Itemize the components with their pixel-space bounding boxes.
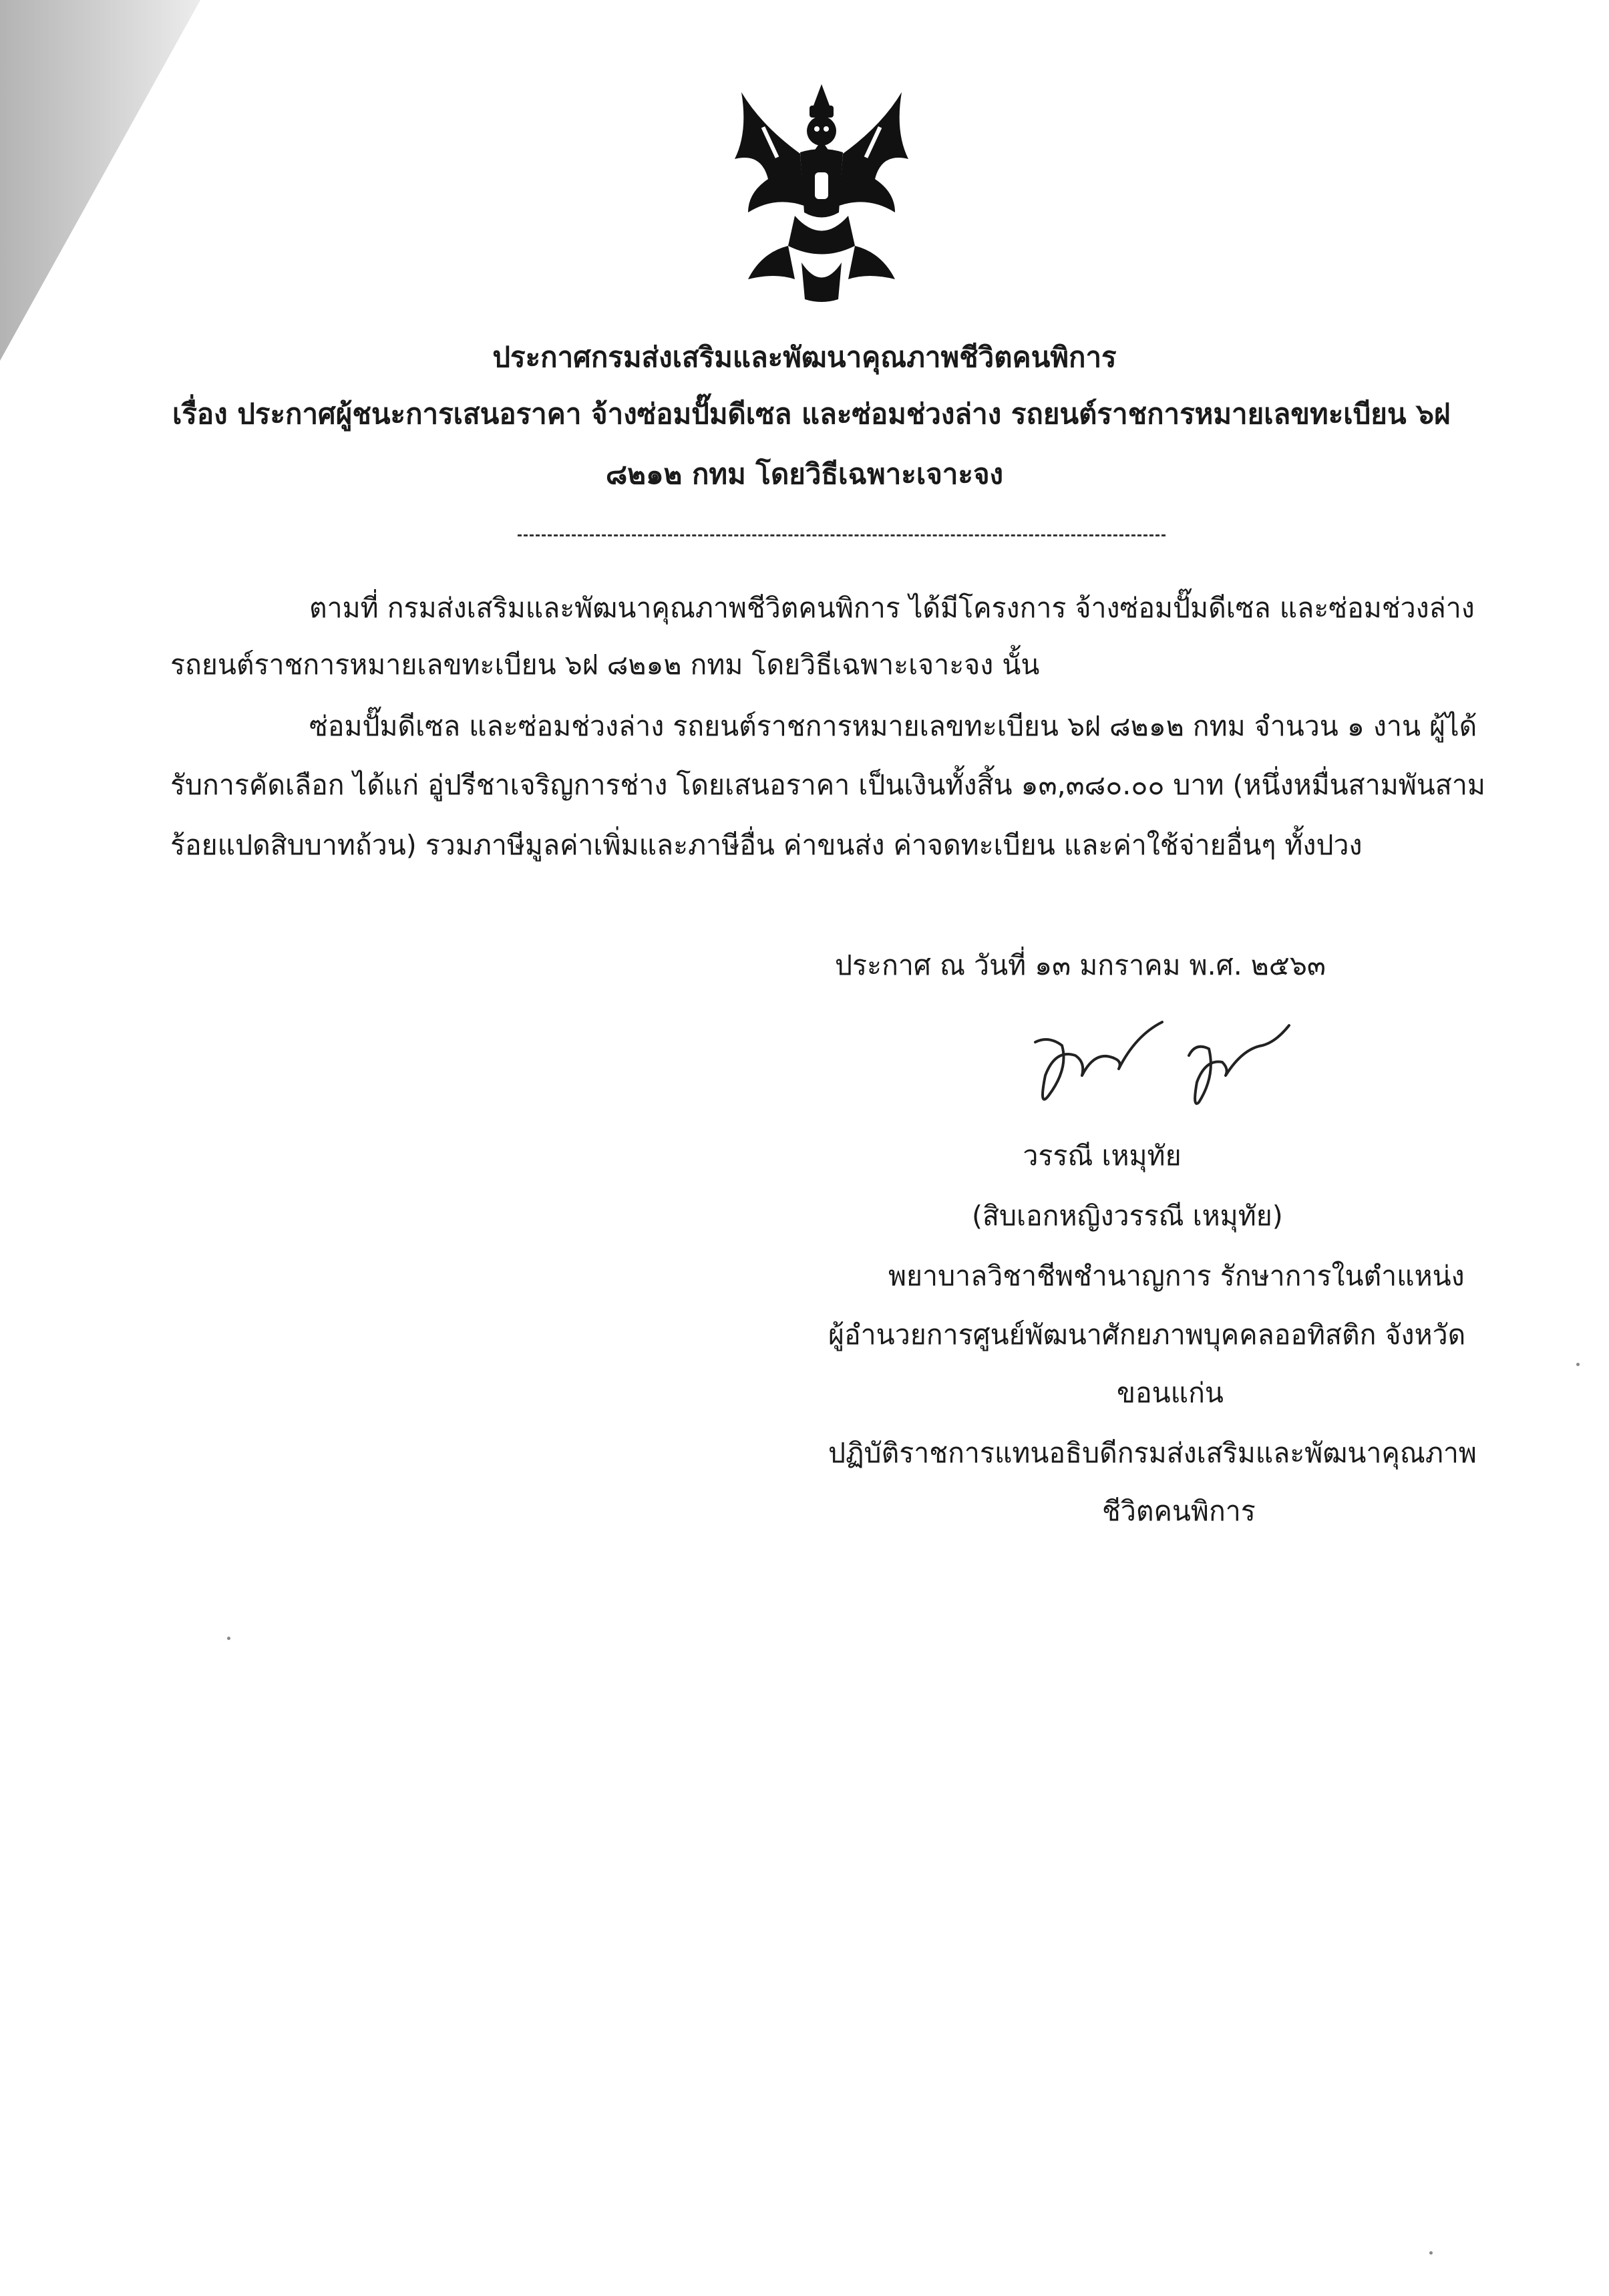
garuda-emblem-icon [721, 79, 922, 306]
scan-speck [227, 1637, 230, 1640]
paragraph-1-line-1: ตามที่ กรมส่งเสริมและพัฒนาคุณภาพชีวิตคนพิการ ได้มีโครงการ จ้างซ่อมปั๊มดีเซล และซ่อมช่วงล่าง [309, 592, 1475, 624]
subject-line-2: ๘๒๑๒ กทม โดยวิธีเฉพาะเจาะจง [605, 458, 1004, 490]
title-divider [518, 534, 1166, 536]
handwritten-signature [1022, 995, 1302, 1122]
signatory-position-2-line-2: ขอนแก่น [1117, 1377, 1224, 1409]
signatory-name: วรรณี เหมุทัย [1023, 1140, 1182, 1172]
paragraph-2-line-3: ร้อยแปดสิบบาทถ้วน) รวมภาษีมูลค่าเพิ่มและภาษีอื่น ค่าขนส่ง ค่าจดทะเบียน และค่าใช้จ่ายอื่นๆ ทั้งปวง [170, 829, 1363, 861]
paragraph-2-line-2: รับการคัดเลือก ได้แก่ อู่ปรีชาเจริญการช่าง โดยเสนอราคา เป็นเงินทั้งสิ้น ๑๓,๓๘๐.๐๐ บาท (หนึ่งหมื่นสามพันสาม [170, 769, 1485, 801]
scan-shadow [0, 0, 214, 374]
paragraph-2-line-1: ซ่อมปั๊มดีเซล และซ่อมช่วงล่าง รถยนต์ราชการหมายเลขทะเบียน ๖ฝ ๘๒๑๒ กทม จำนวน ๑ งาน ผู้ได้ [309, 710, 1477, 742]
document-title: ประกาศกรมส่งเสริมและพัฒนาคุณภาพชีวิตคนพิการ [492, 341, 1117, 373]
signatory-position-1: พยาบาลวิชาชีพชำนาญการ รักษาการในตำแหน่ง [888, 1260, 1465, 1292]
signatory-position-2-line-1: ผู้อำนวยการศูนย์พัฒนาศักยภาพบุคคลออทิสติก จังหวัด [828, 1319, 1466, 1351]
signatory-position-3-line-2: ชีวิตคนพิการ [1102, 1495, 1256, 1527]
scan-speck [1576, 1363, 1580, 1366]
signatory-position-3-line-1: ปฏิบัติราชการแทนอธิบดีกรมส่งเสริมและพัฒนาคุณภาพ [828, 1437, 1477, 1469]
signatory-full-name: (สิบเอกหญิงวรรณี เหมุทัย) [972, 1200, 1283, 1232]
announcement-date: ประกาศ ณ วันที่ ๑๓ มกราคม พ.ศ. ๒๕๖๓ [835, 949, 1326, 981]
subject-line-1: เรื่อง ประกาศผู้ชนะการเสนอราคา จ้างซ่อมปั๊มดีเซล และซ่อมช่วงล่าง รถยนต์ราชการหมายเลขทะเบียน ๖ฝ [172, 397, 1451, 430]
paragraph-1-line-2: รถยนต์ราชการหมายเลขทะเบียน ๖ฝ ๘๒๑๒ กทม โดยวิธีเฉพาะเจาะจง นั้น [170, 649, 1040, 681]
scan-speck [1429, 2251, 1433, 2255]
